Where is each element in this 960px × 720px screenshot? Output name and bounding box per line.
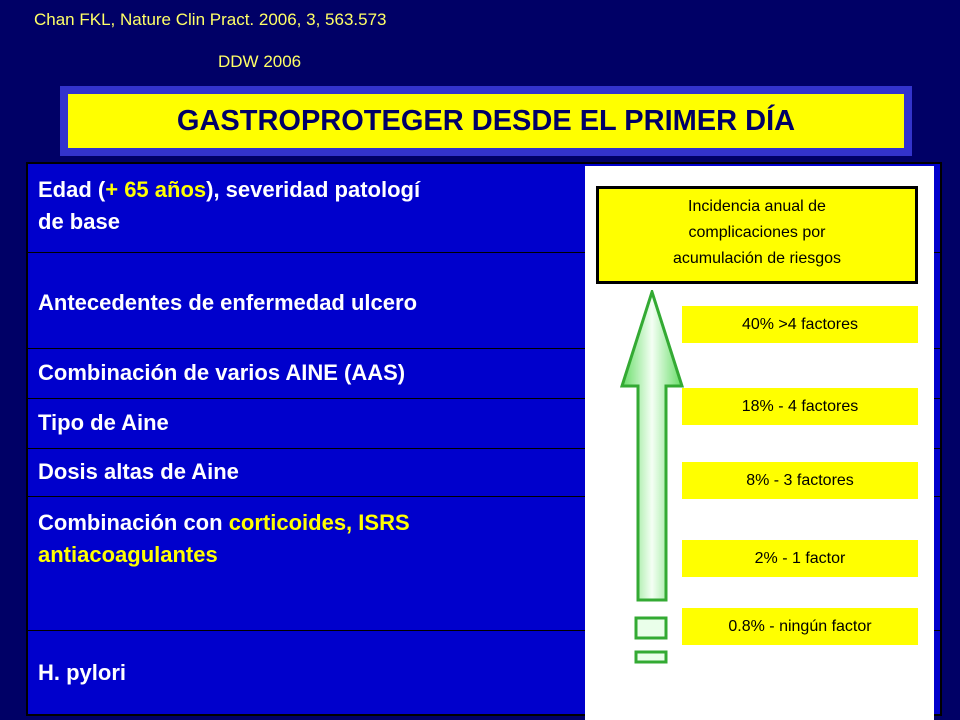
row-text-part: ), severidad patologí — [206, 177, 421, 202]
row-text: Combinación de varios AINE (AAS) — [38, 360, 406, 385]
citation-line-2: DDW 2006 — [218, 52, 302, 71]
incidence-line: Incidencia anual de — [688, 198, 826, 215]
citation-line-1: Chan FKL, Nature Clin Pract. 2006, 3, 563.573 — [34, 10, 387, 29]
row-text — [38, 507, 410, 571]
row-highlight: antiacoagulantes — [38, 542, 218, 567]
row-text-part: Combinación con — [38, 510, 229, 535]
row-text: Dosis altas de Aine — [38, 459, 239, 484]
row-text: Tipo de Aine — [38, 410, 169, 435]
title-banner — [60, 86, 912, 156]
row-text-part: Edad ( — [38, 177, 106, 202]
incidence-line: complicaciones por — [688, 224, 826, 241]
row-text: Antecedentes de enfermedad ulcero — [38, 290, 418, 315]
level-label: 8% - 3 factores — [682, 462, 918, 499]
row-text-part: de base — [38, 209, 120, 234]
row-text — [38, 174, 420, 238]
level-label: 18% - 4 factores — [682, 388, 918, 425]
up-arrow-icon — [620, 290, 684, 670]
level-label: 40% >4 factores — [682, 306, 918, 343]
row-highlight: corticoides, ISRS — [228, 510, 410, 535]
page-title: GASTROPROTEGER DESDE EL PRIMER DÍA — [68, 94, 904, 148]
incidence-line: acumulación de riesgos — [672, 250, 842, 267]
level-label: 0.8% - ningún factor — [682, 608, 918, 645]
incidence-box — [596, 186, 918, 284]
row-text: H. pylori — [38, 660, 127, 685]
row-highlight: + 65 años — [105, 177, 207, 202]
level-label: 2% - 1 factor — [682, 540, 918, 577]
